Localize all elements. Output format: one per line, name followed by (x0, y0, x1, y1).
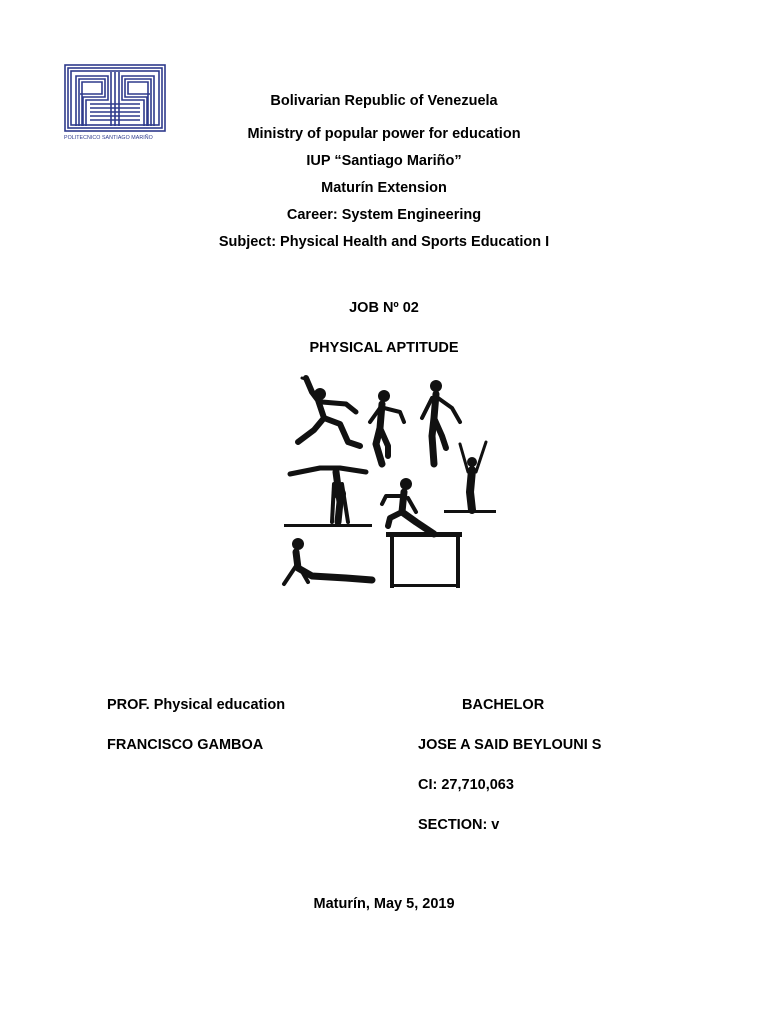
sports-illustration (276, 372, 500, 594)
logo-caption: POLITECNICO SANTIAGO MARIÑO (64, 135, 153, 141)
student-ci: CI: 27,710,063 (418, 777, 514, 793)
header-ministry: Ministry of popular power for education (247, 126, 521, 142)
professor-role: PROF. Physical education (107, 697, 286, 713)
header-institute: IUP “Santiago Mariño” (306, 153, 462, 169)
professor-name: FRANCISCO GAMBOA (107, 737, 264, 753)
header-country: Bolivarian Republic of Venezuela (270, 93, 498, 109)
header-extension: Maturín Extension (321, 180, 447, 196)
student-role: BACHELOR (462, 697, 545, 713)
job-number: JOB Nº 02 (349, 300, 419, 316)
student-section: SECTION: v (418, 817, 500, 833)
job-title: PHYSICAL APTITUDE (309, 340, 459, 356)
place-date: Maturín, May 5, 2019 (313, 896, 455, 912)
sports-silhouettes-icon (276, 372, 500, 594)
header-career: Career: System Engineering (286, 207, 482, 223)
student-name: JOSE A SAID BEYLOUNI S (418, 737, 602, 753)
header-subject: Subject: Physical Health and Sports Education I (218, 234, 550, 250)
